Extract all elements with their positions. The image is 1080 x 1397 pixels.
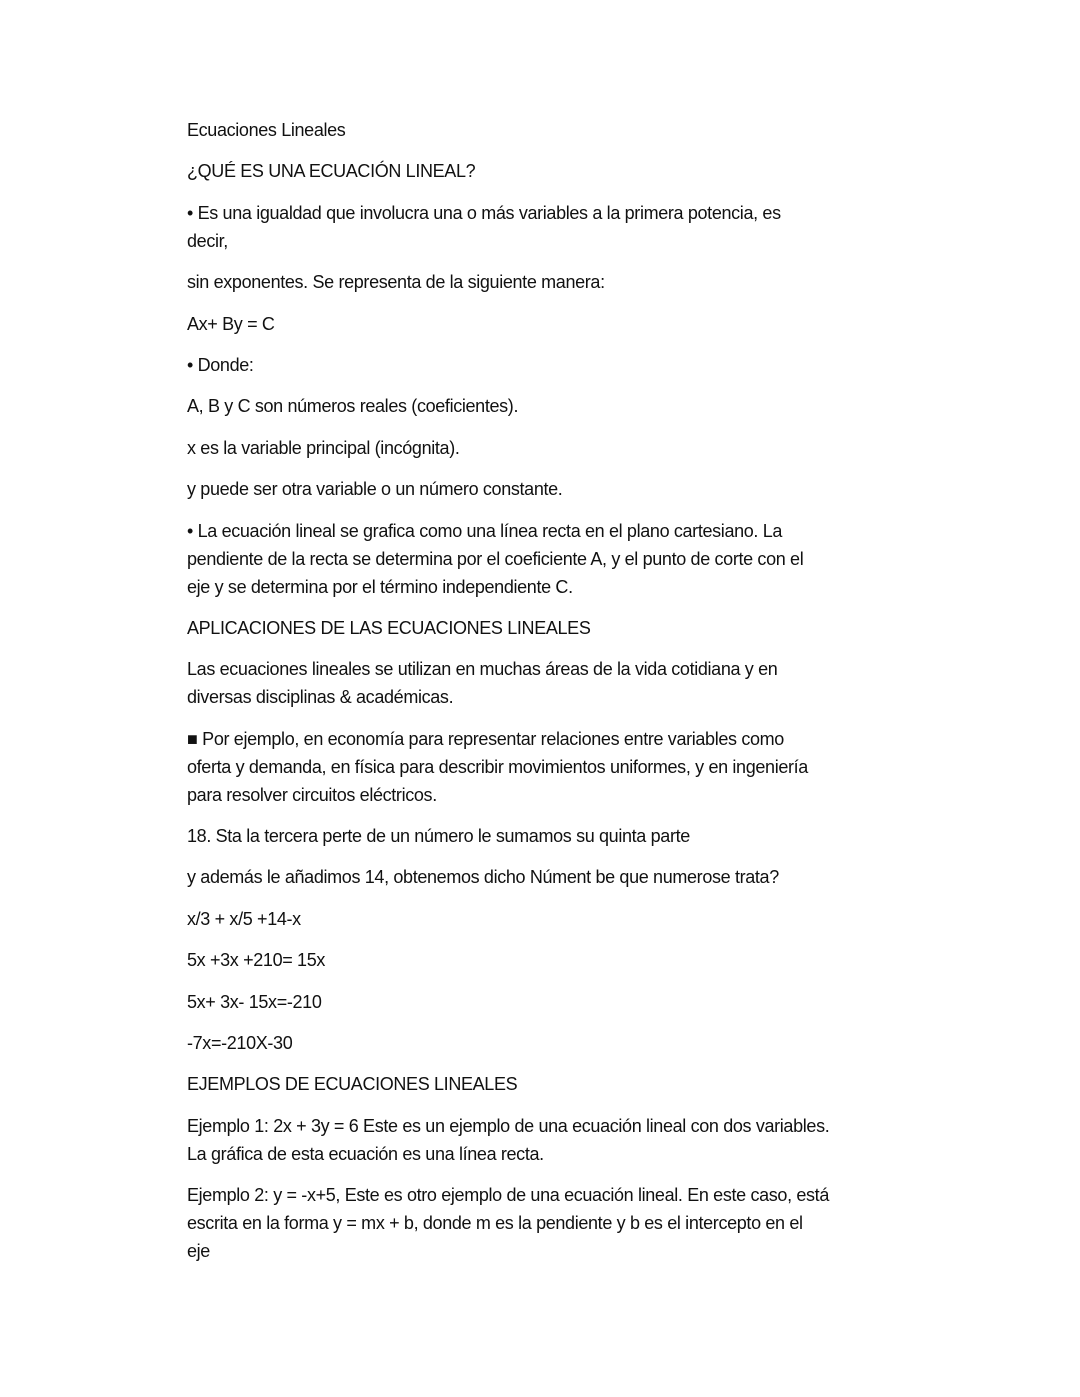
paragraph [187, 351, 907, 379]
text-line: A, B y C son números reales (coeficientes). [187, 396, 519, 417]
text-line: -7x=-210X-30 [187, 1033, 293, 1054]
text-line: decir, [187, 230, 228, 251]
paragraph [187, 655, 907, 711]
paragraph [187, 475, 907, 503]
text-line: eje [187, 1241, 210, 1262]
paragraph [187, 822, 907, 850]
paragraph [187, 725, 907, 809]
paragraph [187, 946, 907, 974]
paragraph [187, 157, 907, 185]
paragraph [187, 1181, 907, 1265]
text-line: Las ecuaciones lineales se utilizan en muchas áreas de la vida cotidiana y en [187, 659, 778, 680]
text-line: y además le añadimos 14, obtenemos dicho Núment be que numerose trata? [187, 867, 779, 888]
paragraph [187, 116, 907, 144]
text-line: Ax+ By = C [187, 313, 275, 334]
document-page [187, 116, 907, 1279]
text-line: x/3 + x/5 +14-x [187, 908, 301, 929]
paragraph [187, 988, 907, 1016]
text-line: diversas disciplinas & académicas. [187, 687, 454, 708]
paragraph [187, 517, 907, 601]
paragraph [187, 905, 907, 933]
text-line: 18. Sta la tercera perte de un número le sumamos su quinta parte [187, 826, 690, 847]
text-line: APLICACIONES DE LAS ECUACIONES LINEALES [187, 617, 591, 638]
paragraph [187, 863, 907, 891]
paragraph [187, 614, 907, 642]
paragraph [187, 310, 907, 338]
text-line: eje y se determina por el término independiente C. [187, 576, 573, 597]
paragraph [187, 268, 907, 296]
text-line: escrita en la forma y = mx + b, donde m es la pendiente y b es el intercepto en el [187, 1213, 803, 1234]
text-line: ¿QUÉ ES UNA ECUACIÓN LINEAL? [187, 161, 476, 182]
text-line: • La ecuación lineal se grafica como una línea recta en el plano cartesiano. La [187, 520, 783, 541]
paragraph [187, 1029, 907, 1057]
text-line: Ecuaciones Lineales [187, 120, 346, 140]
paragraph [187, 1112, 907, 1168]
text-line: y puede ser otra variable o un número constante. [187, 479, 563, 500]
text-line: x es la variable principal (incógnita). [187, 437, 460, 458]
paragraph [187, 1070, 907, 1098]
text-line: Ejemplo 2: y = -x+5, Este es otro ejemplo de una ecuación lineal. En este caso, está [187, 1185, 829, 1206]
text-line: La gráfica de esta ecuación es una línea recta. [187, 1143, 544, 1164]
text-line: pendiente de la recta se determina por el coeficiente A, y el punto de corte con el [187, 548, 804, 569]
text-line: EJEMPLOS DE ECUACIONES LINEALES [187, 1074, 518, 1095]
text-line: para resolver circuitos eléctricos. [187, 784, 437, 805]
text-line: Ejemplo 1: 2x + 3y = 6 Este es un ejemplo de una ecuación lineal con dos variables. [187, 1115, 830, 1136]
text-line: • Es una igualdad que involucra una o más variables a la primera potencia, es [187, 202, 781, 223]
text-line: 5x +3x +210= 15x [187, 950, 326, 971]
text-line: ■ Por ejemplo, en economía para representar relaciones entre variables como [187, 728, 784, 749]
paragraph [187, 199, 907, 255]
paragraph [187, 434, 907, 462]
text-line: • Donde: [187, 354, 254, 375]
text-line: 5x+ 3x- 15x=-210 [187, 991, 322, 1012]
text-line: sin exponentes. Se representa de la siguiente manera: [187, 272, 605, 293]
text-line: oferta y demanda, en física para describir movimientos uniformes, y en ingeniería [187, 756, 808, 777]
paragraph [187, 392, 907, 420]
